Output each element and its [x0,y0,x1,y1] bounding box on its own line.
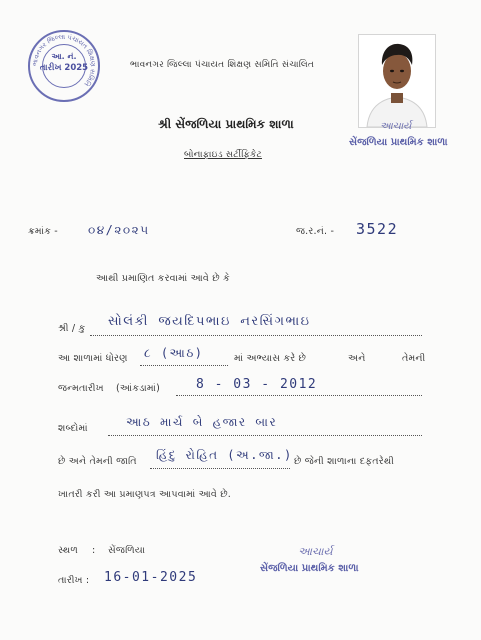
authority-line: ભાવનગર જિલ્લા પંચાયત શિક્ષણ સમિતિ સંચાલિત [130,60,315,70]
place-value: સેંજળિયા [108,545,146,556]
school-name: શ્રી સેંજળિયા પ્રાથમિક શાળા [158,117,294,131]
serial-label: ક્રમાંક - [28,226,58,237]
standard-dotted-line [140,365,228,366]
reg-value: 3522 [356,220,399,238]
reg-label: જ.ર.નં. - [296,226,335,237]
words-dotted-line [108,435,422,436]
intro-text: આથી પ્રમાણિત કરવામાં આવે છે કે [96,273,230,284]
standard-value: ૮ (આઠ) [144,346,204,360]
words-label: શબ્દોમાં [58,423,88,434]
name-dotted-line [90,335,422,336]
name-value: સોલંકી જયદિપભાઇ નરસિંગભાઇ [108,314,311,329]
caste-dotted-line [150,468,290,469]
student-photo [358,34,436,128]
closing-text: ખાતરી કરી આ પ્રમાણપત્ર આપવામાં આવે છે. [58,489,231,500]
principal-sign-title: આચાર્ય [298,545,333,558]
date-value: 16-01-2025 [104,570,198,585]
dob-dotted-line [176,395,422,396]
caste-suffix: છે જેની શાળાના દફતરેથી [294,456,395,467]
stamp-date-label: તારીખ 2025 [39,63,89,73]
stamp-ref-label: આ. નં. [51,52,77,61]
date-label: તારીખ : [58,575,90,586]
standard-label: આ શાળામાં ધોરણ [58,353,128,364]
their-text: તેમની [402,353,426,364]
photo-sign-school: સેંજળિયા પ્રાથમિક શાળા [349,137,448,148]
certificate-title: બોનાફાઇડ સર્ટીફિકેટ [184,150,262,160]
serial-value: ૦૪/૨૦૨૫ [88,223,150,237]
words-value: આઠ માર્ચ બે હજાર બાર [126,415,278,429]
name-label: શ્રી / કુ [58,323,86,334]
place-colon: : [92,545,96,556]
place-label: સ્થળ [58,545,78,556]
and-text: અને [348,353,366,364]
photo-sign-title: આચાર્ય [380,121,412,132]
caste-value: હિંદુ રોહિત (અ.જા.) [156,448,293,462]
school-round-stamp [28,30,100,102]
dob-value: 8 - 03 - 2012 [196,377,318,392]
svg-text:ભાવનગર જિલ્લા પંચાયત શિક્ષણ સમ: ભાવનગર જિલ્લા પંચાયત શિક્ષણ સમિતિ [30,32,98,88]
caste-label: છે અને તેમની જાતિ [58,456,137,467]
dob-label: જન્મતારીખ [58,383,104,394]
standard-suffix: માં અભ્યાસ કરે છે [234,353,307,364]
principal-sign-school: સેંજળિયા પ્રાથમિક શાળા [260,563,359,574]
dob-sub-label: (આંકડામાં) [116,383,160,394]
